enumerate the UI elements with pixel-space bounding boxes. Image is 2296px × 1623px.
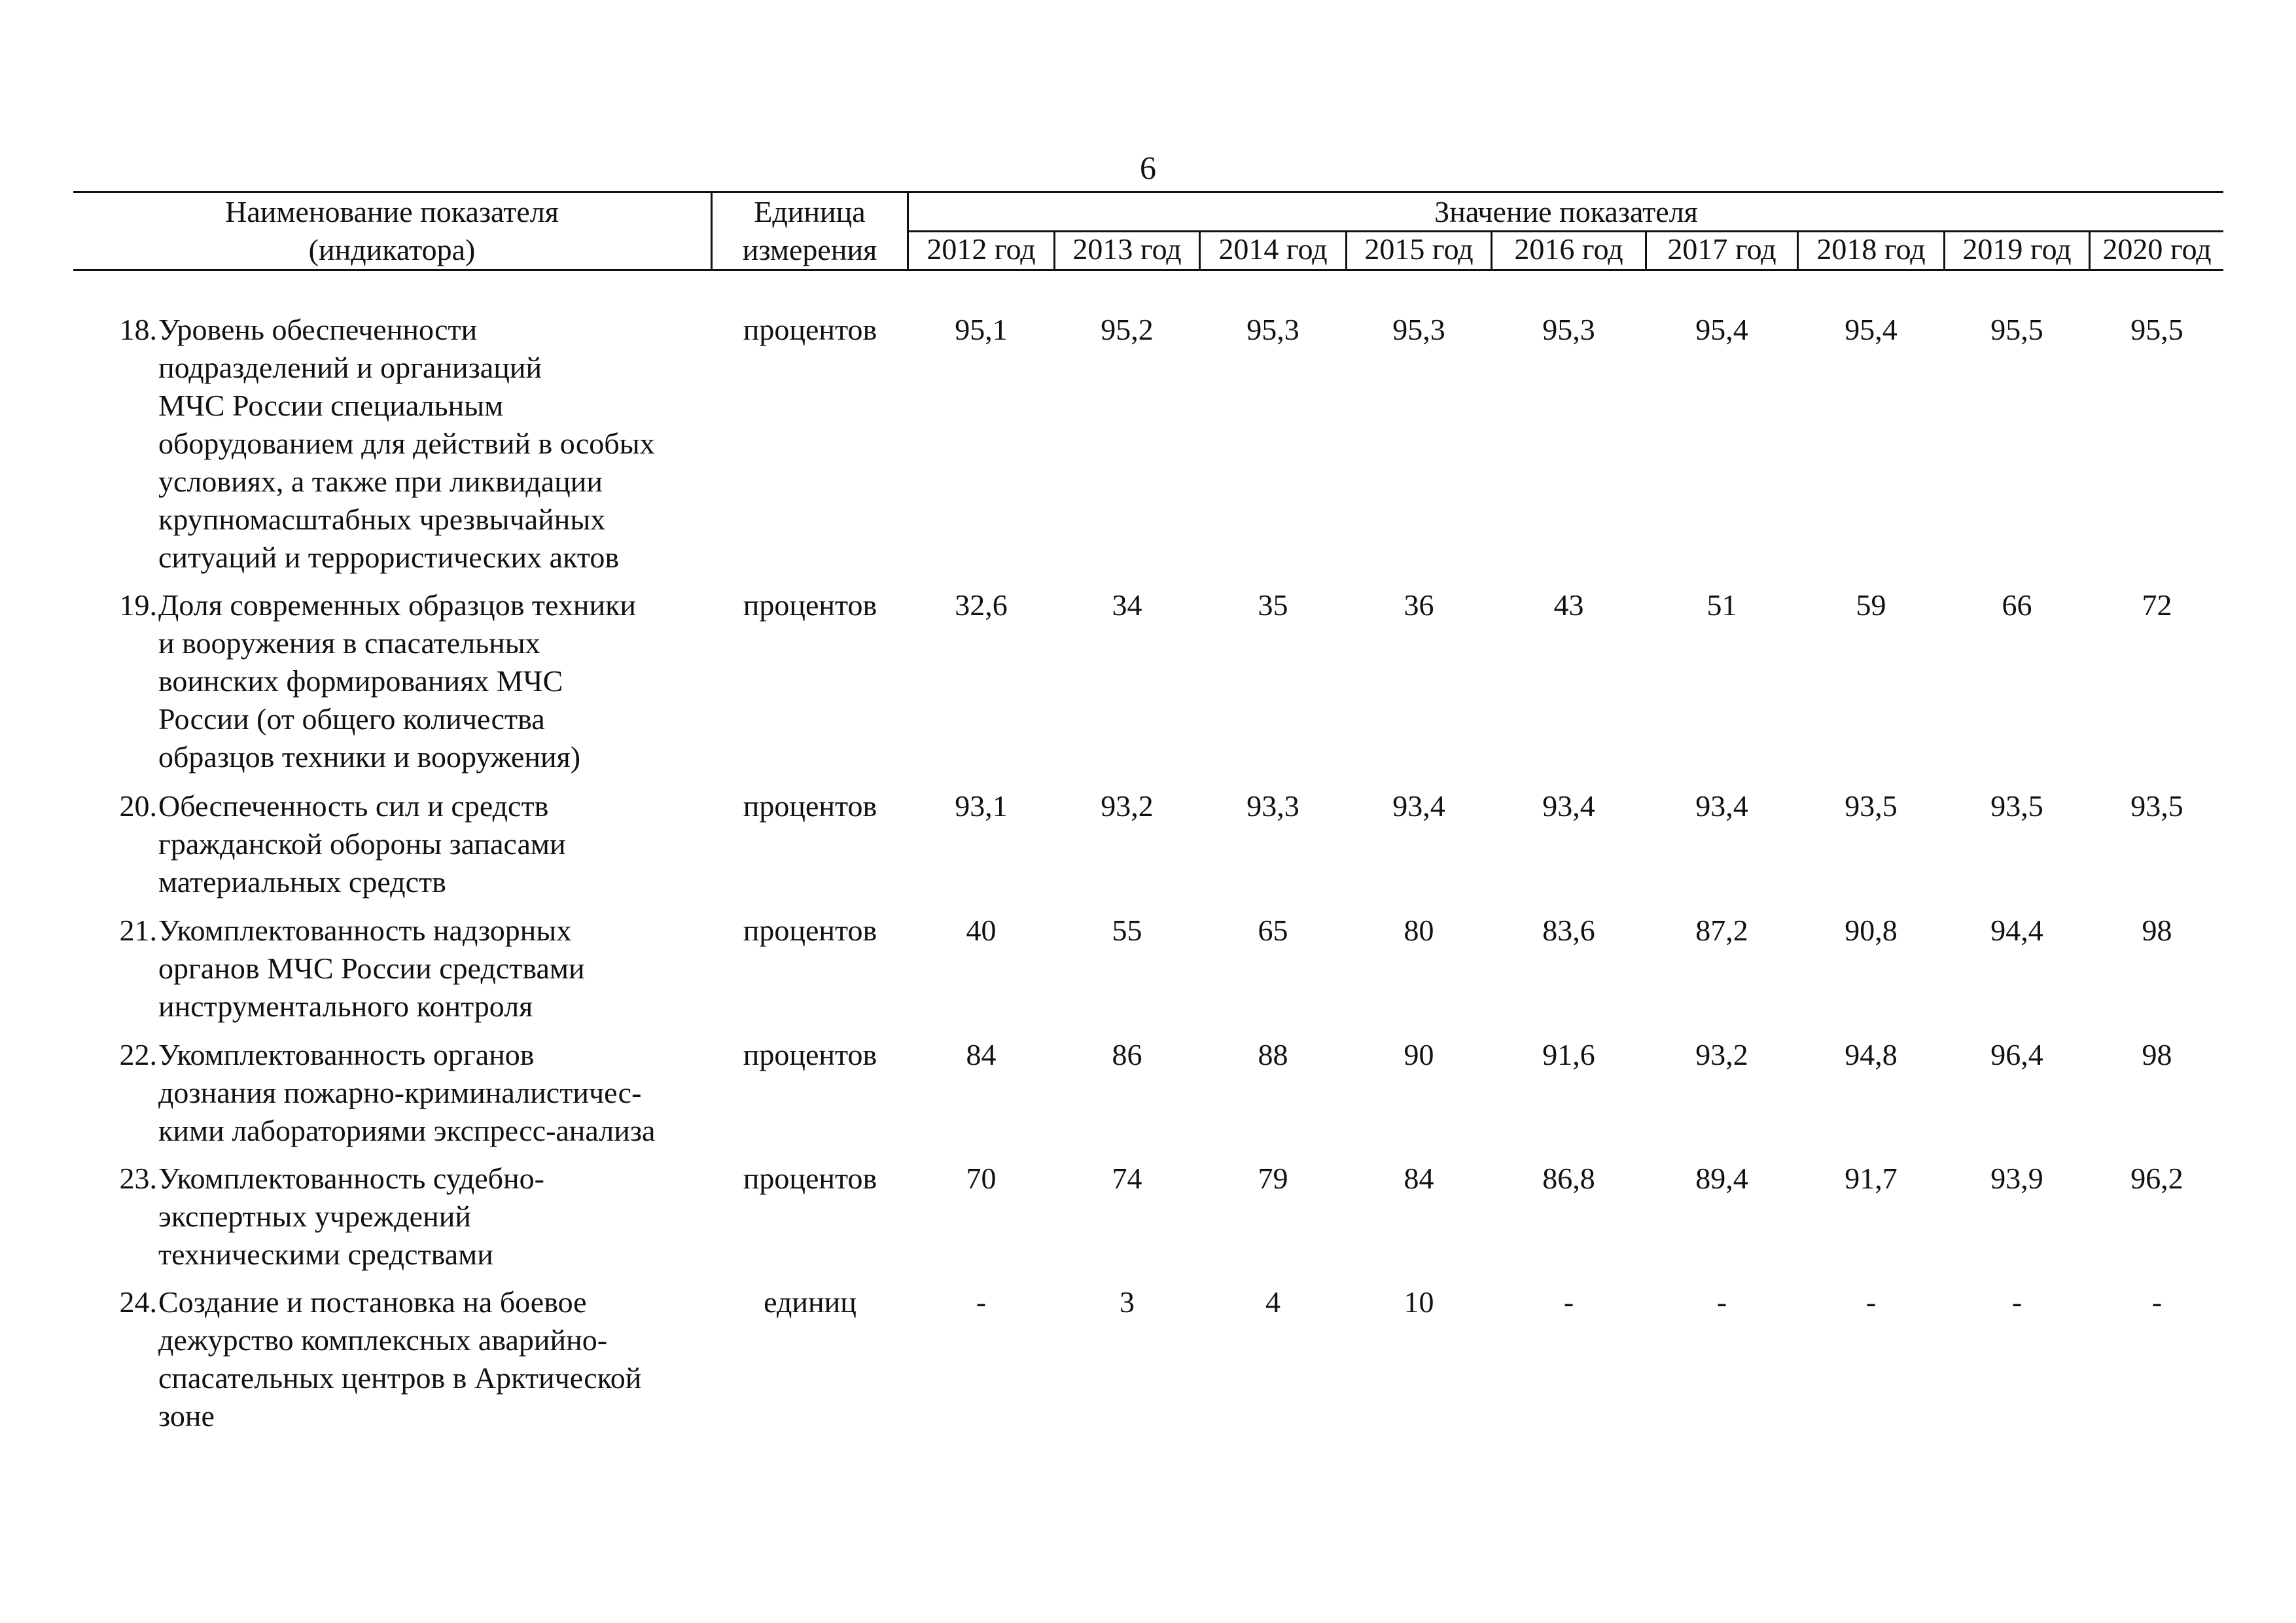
value-2018: 94,8 — [1845, 1038, 1898, 1071]
value-2019: 93,5 — [1990, 789, 2043, 823]
value-2019: 95,5 — [1990, 313, 2043, 346]
row-number: 22. — [119, 1038, 157, 1071]
value-2013: 93,2 — [1101, 789, 1154, 823]
value-2016: 93,4 — [1542, 789, 1595, 823]
value-2012: - — [976, 1285, 987, 1319]
row-name-line: Доля современных образцов техники — [158, 588, 637, 622]
value-2015: 10 — [1404, 1285, 1434, 1319]
row-indicator-name — [158, 311, 708, 577]
row-name-line: ситуаций и террористических актов — [158, 541, 620, 574]
value-2018: 59 — [1856, 588, 1886, 622]
year-header-2017: 2017 год — [1667, 232, 1776, 266]
value-2020: 98 — [2142, 1038, 2172, 1071]
row-unit: процентов — [743, 1038, 877, 1071]
value-2015: 36 — [1404, 588, 1434, 622]
row-number: 24. — [119, 1285, 157, 1319]
row-name-line: условиях, а также при ликвидации — [158, 465, 603, 498]
row-name-line: МЧС России специальным — [158, 389, 504, 422]
row-unit: процентов — [743, 789, 877, 823]
value-2013: 55 — [1112, 914, 1142, 947]
value-2012: 70 — [966, 1162, 997, 1195]
value-2016: 43 — [1553, 588, 1584, 622]
value-2015: 90 — [1404, 1038, 1434, 1071]
value-2014: 93,3 — [1246, 789, 1299, 823]
value-2013: 95,2 — [1101, 313, 1154, 346]
row-name-line: материальных средств — [158, 865, 446, 899]
row-number: 21. — [119, 914, 157, 947]
row-name-line: Укомплектованность надзорных — [158, 914, 572, 947]
row-number: 19. — [119, 588, 157, 622]
row-name-line: Уровень обеспеченности — [158, 313, 478, 346]
row-name-line: органов МЧС России средствами — [158, 952, 585, 985]
row-name-line: дознания пожарно-криминалистичес- — [158, 1076, 642, 1109]
value-2017: 93,2 — [1695, 1038, 1748, 1071]
value-2013: 86 — [1112, 1038, 1142, 1071]
value-2018: 95,4 — [1845, 313, 1898, 346]
value-2014: 88 — [1258, 1038, 1288, 1071]
year-header-2018: 2018 год — [1816, 232, 1926, 266]
value-2012: 93,1 — [955, 789, 1008, 823]
value-2018: 91,7 — [1845, 1162, 1898, 1195]
value-2016: 91,6 — [1542, 1038, 1595, 1071]
row-name-line: экспертных учреждений — [158, 1200, 471, 1233]
value-2018: - — [1865, 1285, 1877, 1319]
row-unit: процентов — [743, 588, 877, 622]
value-2014: 65 — [1258, 914, 1288, 947]
value-2016: 95,3 — [1542, 313, 1595, 346]
row-indicator-name — [158, 1160, 708, 1274]
value-2018: 93,5 — [1845, 789, 1898, 823]
year-header-2014: 2014 год — [1218, 232, 1328, 266]
year-header-2013: 2013 год — [1072, 232, 1182, 266]
value-2012: 40 — [966, 914, 997, 947]
row-number: 18. — [119, 313, 157, 346]
row-number: 23. — [119, 1162, 157, 1195]
header-name-line-2: (индикатора) — [308, 233, 476, 266]
value-2017: 89,4 — [1695, 1162, 1748, 1195]
value-2013: 74 — [1112, 1162, 1142, 1195]
row-name-line: инструментального контроля — [158, 990, 533, 1023]
value-2020: 95,5 — [2130, 313, 2183, 346]
row-indicator-name — [158, 1036, 708, 1150]
row-name-line: образцов техники и вооружения) — [158, 740, 581, 774]
row-name-line: оборудованием для действий в особых — [158, 427, 655, 460]
row-name-line: крупномасштабных чрезвычайных — [158, 503, 606, 536]
row-indicator-name — [158, 787, 708, 901]
row-name-line: Укомплектованность органов — [158, 1038, 535, 1071]
value-2019: - — [2011, 1285, 2022, 1319]
value-2014: 4 — [1265, 1285, 1280, 1319]
value-2019: 93,9 — [1990, 1162, 2043, 1195]
row-name-line: спасательных центров в Арктической — [158, 1361, 642, 1395]
value-2015: 93,4 — [1392, 789, 1445, 823]
value-2016: - — [1563, 1285, 1574, 1319]
value-2019: 96,4 — [1990, 1038, 2043, 1071]
row-unit: процентов — [743, 1162, 877, 1195]
row-number: 20. — [119, 789, 157, 823]
value-2017: 87,2 — [1695, 914, 1748, 947]
row-unit: процентов — [743, 914, 877, 947]
row-name-line: техническими средствами — [158, 1238, 493, 1271]
value-2012: 32,6 — [955, 588, 1008, 622]
value-2014: 35 — [1258, 588, 1288, 622]
row-name-line: Создание и постановка на боевое — [158, 1285, 587, 1319]
value-2017: 95,4 — [1695, 313, 1748, 346]
row-name-line: подразделений и организаций — [158, 351, 542, 384]
row-unit: единиц — [764, 1285, 857, 1319]
row-indicator-name — [158, 1283, 708, 1435]
value-2015: 84 — [1404, 1162, 1434, 1195]
value-2017: 93,4 — [1695, 789, 1748, 823]
year-header-2019: 2019 год — [1962, 232, 2072, 266]
row-name-line: дежурство комплексных аварийно- — [158, 1323, 608, 1357]
header-name-line-1: Наименование показателя — [225, 195, 559, 228]
value-2020: 72 — [2142, 588, 2172, 622]
row-unit: процентов — [743, 313, 877, 346]
year-header-2012: 2012 год — [927, 232, 1036, 266]
value-2015: 95,3 — [1392, 313, 1445, 346]
row-name-line: и вооружения в спасательных — [158, 626, 540, 660]
value-2014: 95,3 — [1246, 313, 1299, 346]
row-name-line: России (от общего количества — [158, 702, 545, 736]
value-2019: 66 — [2002, 588, 2032, 622]
header-unit-line-2: измерения — [742, 233, 877, 266]
row-indicator-name — [158, 586, 708, 776]
value-2020: 93,5 — [2130, 789, 2183, 823]
row-name-line: зоне — [158, 1399, 215, 1433]
value-2016: 86,8 — [1542, 1162, 1595, 1195]
row-indicator-name — [158, 912, 708, 1026]
row-name-line: Обеспеченность сил и средств — [158, 789, 549, 823]
value-2012: 84 — [966, 1038, 997, 1071]
header-unit-line-1: Единица — [754, 195, 866, 228]
header-values-title: Значение показателя — [1434, 195, 1698, 228]
header-bottom-rule — [73, 269, 2223, 271]
page-number: 6 — [1140, 149, 1156, 186]
value-2020: - — [2151, 1285, 2163, 1319]
value-2017: - — [1716, 1285, 1727, 1319]
value-2016: 83,6 — [1542, 914, 1595, 947]
row-name-line: гражданской обороны запасами — [158, 827, 566, 861]
year-header-2016: 2016 год — [1514, 232, 1623, 266]
value-2014: 79 — [1258, 1162, 1288, 1195]
value-2020: 98 — [2142, 914, 2172, 947]
value-2013: 3 — [1120, 1285, 1135, 1319]
value-2013: 34 — [1112, 588, 1142, 622]
year-header-2015: 2015 год — [1364, 232, 1474, 266]
value-2018: 90,8 — [1845, 914, 1898, 947]
row-name-line: Укомплектованность судебно- — [158, 1162, 544, 1195]
year-header-2020: 2020 год — [2102, 232, 2212, 266]
value-2017: 51 — [1706, 588, 1737, 622]
value-2015: 80 — [1404, 914, 1434, 947]
row-name-line: кими лабораториями экспресс-анализа — [158, 1114, 656, 1147]
value-2012: 95,1 — [955, 313, 1008, 346]
value-2019: 94,4 — [1990, 914, 2043, 947]
value-2020: 96,2 — [2130, 1162, 2183, 1195]
row-name-line: воинских формированиях МЧС — [158, 664, 563, 698]
